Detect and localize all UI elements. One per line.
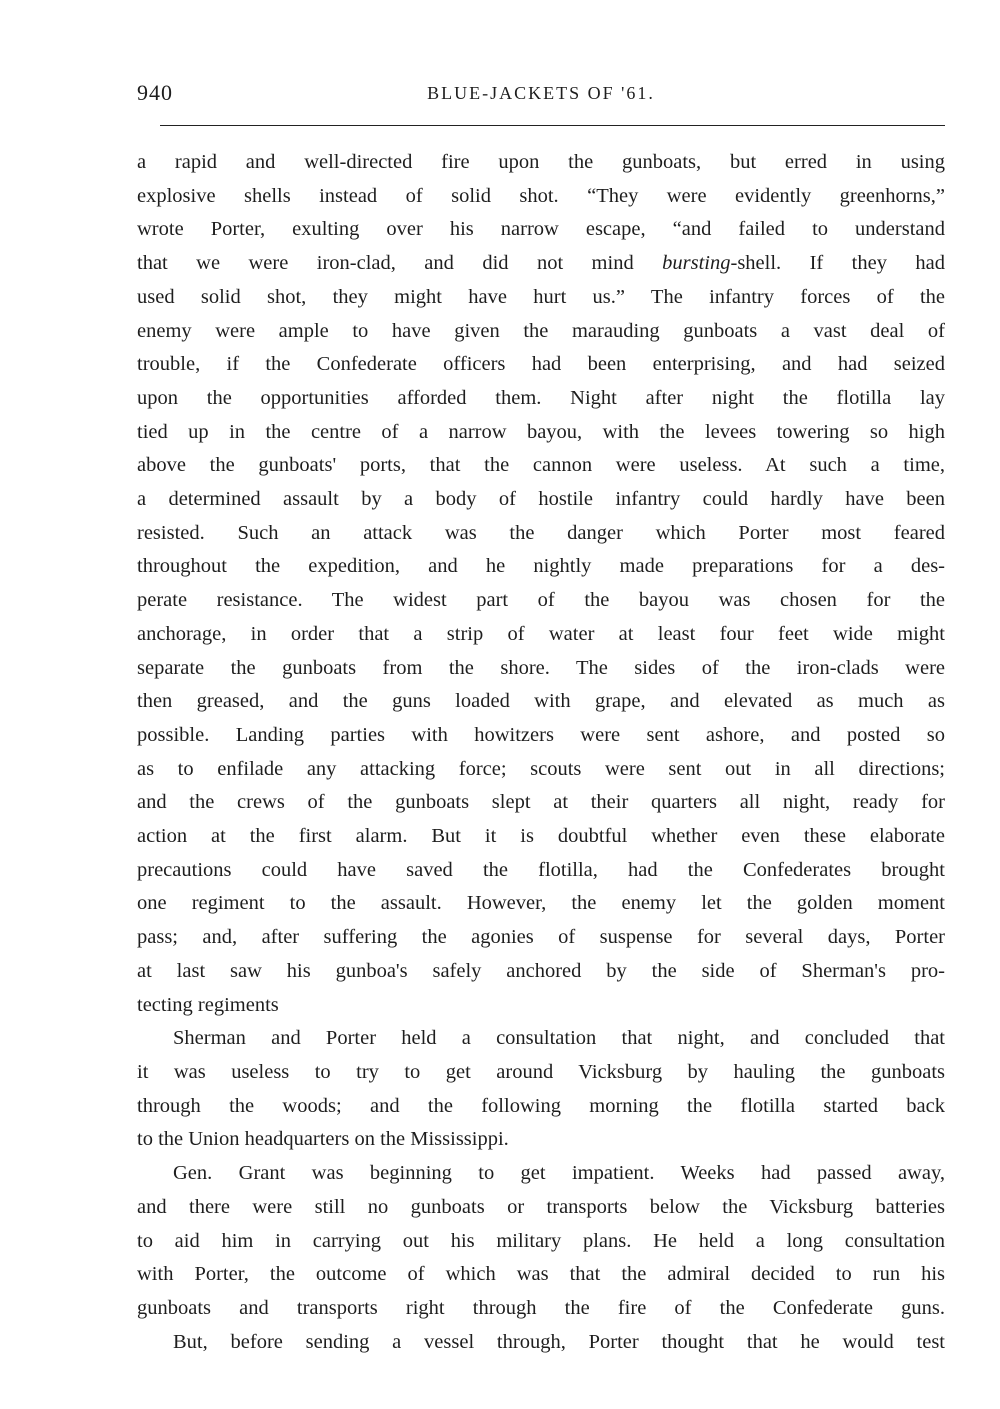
- text-line: tied up in the centre of a narrow bayou, with the levees towering so high: [137, 420, 945, 443]
- page-header: [137, 80, 945, 110]
- paragraph-2: [137, 1022, 945, 1157]
- text-line: explosive shells instead of solid shot. “They were evidently greenhorns,”: [137, 184, 945, 207]
- text-line: with Porter, the outcome of which was that the admiral decided to run his: [137, 1263, 945, 1286]
- text-line: separate the gunboats from the shore. The sides of the iron-clads were: [137, 656, 945, 679]
- text-line: one regiment to the assault. However, the enemy let the golden moment: [137, 892, 945, 915]
- text-line: gunboats and transports right through the fire of the Confederate guns.: [137, 1296, 945, 1319]
- text-line: a rapid and well-directed fire upon the gunboats, but erred in using: [137, 151, 945, 173]
- text-line: then greased, and the guns loaded with grape, and elevated as much as: [137, 690, 945, 713]
- text-line: possible. Landing parties with howitzers were sent ashore, and posted so: [137, 723, 945, 746]
- page-number: 940: [137, 80, 173, 105]
- text-line: enemy were ample to have given the marauding gunboats a vast deal of: [137, 319, 945, 342]
- text-line-with-italic: that we were iron-clad, and did not mind bursting-shell. If they had: [137, 252, 945, 275]
- text-line: upon the opportunities afforded them. Night after night the flotilla lay: [137, 386, 945, 409]
- text-line: used solid shot, they might have hurt us.” The infantry forces of the: [137, 285, 945, 308]
- text-line: wrote Porter, exulting over his narrow escape, “and failed to understand: [137, 218, 945, 241]
- running-title: BLUE-JACKETS OF '61.: [427, 83, 655, 103]
- text-line: and there were still no gunboats or transports below the Vicksburg batteries: [137, 1195, 945, 1218]
- text-line: through the woods; and the following morning the flotilla started back: [137, 1094, 945, 1117]
- text-line: Sherman and Porter held a consultation that night, and concluded that: [173, 1027, 945, 1050]
- text-line: Gen. Grant was beginning to get impatient. Weeks had passed away,: [173, 1162, 945, 1185]
- body-text: [137, 146, 945, 1359]
- text-line: to aid him in carrying out his military plans. He held a long consultation: [137, 1229, 945, 1252]
- text-line: action at the first alarm. But it is doubtful whether even these elaborate: [137, 825, 945, 848]
- text-line: and the crews of the gunboats slept at their quarters all night, ready for: [137, 791, 945, 814]
- text-line: tecting regiments: [137, 993, 279, 1016]
- header-rule: [160, 125, 945, 126]
- text-line: a determined assault by a body of hostile infantry could hardly have been: [137, 488, 945, 511]
- paragraph-4: [137, 1326, 945, 1360]
- text-line: But, before sending a vessel through, Porter thought that he would test: [173, 1330, 945, 1353]
- text-line: precautions could have saved the flotilla, had the Confederates brought: [137, 858, 945, 881]
- text-line: above the gunboats' ports, that the cannon were useless. At such a time,: [137, 454, 945, 477]
- text-line: at last saw his gunboa's safely anchored by the side of Sherman's pro-: [137, 959, 945, 982]
- text-line: it was useless to try to get around Vicksburg by hauling the gunboats: [137, 1060, 945, 1083]
- text-line: resisted. Such an attack was the danger which Porter most feared: [137, 521, 945, 544]
- paragraph-3: [137, 1157, 945, 1326]
- text-line: throughout the expedition, and he nightly made preparations for a des-: [137, 555, 945, 578]
- text-line: as to enfilade any attacking force; scouts were sent out in all directions;: [137, 757, 945, 780]
- text-line: pass; and, after suffering the agonies of suspense for several days, Porter: [137, 926, 945, 949]
- italic-word: bursting: [662, 252, 731, 275]
- text-line: to the Union headquarters on the Mississippi.: [137, 1128, 509, 1151]
- text-line: trouble, if the Confederate officers had been enterprising, and had seized: [137, 353, 945, 376]
- text-line: perate resistance. The widest part of the bayou was chosen for the: [137, 589, 945, 612]
- text-line: anchorage, in order that a strip of water at least four feet wide might: [137, 622, 945, 645]
- paragraph-1: [137, 146, 945, 1022]
